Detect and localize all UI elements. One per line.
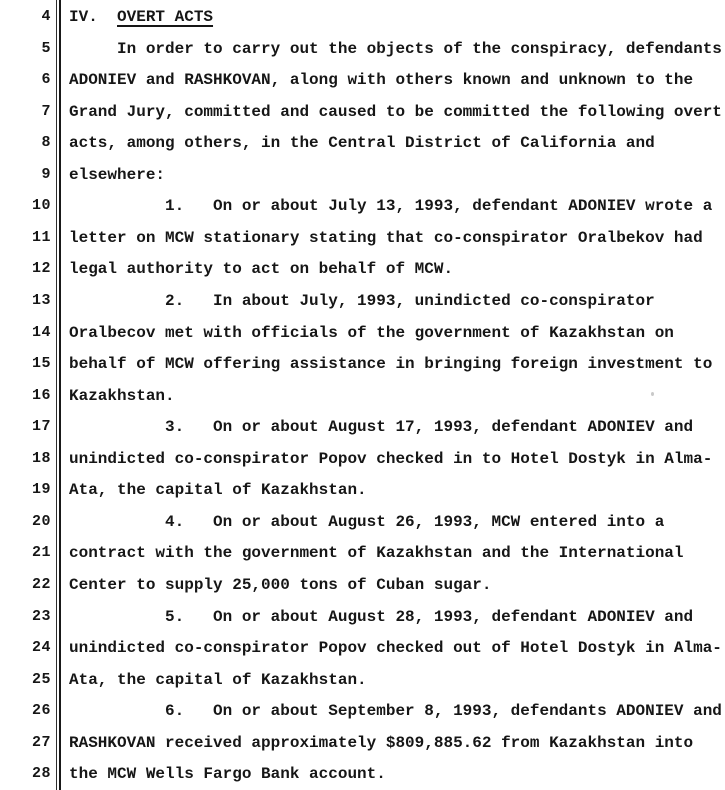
scan-artifact-speck bbox=[651, 392, 654, 396]
document-line bbox=[0, 416, 725, 440]
line-text: 3. On or about August 17, 1993, defendant ADONIEV and bbox=[69, 418, 694, 437]
line-text: 1. On or about July 13, 1993, defendant ADONIEV wrote a bbox=[69, 197, 713, 216]
line-text: ADONIEV and RASHKOVAN, along with others known and unknown to the bbox=[69, 71, 694, 90]
line-number: 19 bbox=[31, 481, 51, 499]
line-number: 9 bbox=[41, 165, 51, 183]
line-number: 21 bbox=[31, 544, 51, 562]
line-text: Ata, the capital of Kazakhstan. bbox=[69, 481, 367, 500]
line-number: 10 bbox=[31, 197, 51, 215]
document-line bbox=[0, 164, 725, 188]
line-number: 14 bbox=[31, 323, 51, 341]
line-number: 4 bbox=[41, 8, 51, 25]
line-number: 16 bbox=[31, 386, 51, 404]
document-line bbox=[0, 479, 725, 503]
line-number: 26 bbox=[31, 702, 51, 720]
line-text: unindicted co-conspirator Popov checked in to Hotel Dostyk in Alma- bbox=[69, 449, 713, 468]
document-line bbox=[0, 637, 725, 661]
document-line bbox=[0, 763, 725, 787]
line-text: 4. On or about August 26, 1993, MCW entered into a bbox=[69, 512, 665, 531]
line-text: Kazakhstan. bbox=[69, 386, 175, 405]
line-number: 17 bbox=[31, 418, 51, 436]
line-text: Ata, the capital of Kazakhstan. bbox=[69, 670, 367, 689]
document-line bbox=[0, 69, 725, 93]
section-heading-title: OVERT ACTS bbox=[117, 8, 214, 26]
document-line bbox=[0, 448, 725, 472]
line-text: Center to supply 25,000 tons of Cuban sugar. bbox=[69, 575, 492, 594]
line-text: 5. On or about August 28, 1993, defendant ADONIEV and bbox=[69, 607, 694, 626]
line-text: letter on MCW stationary stating that co-conspirator Oralbekov had bbox=[69, 228, 703, 247]
line-text: Oralbecov met with officials of the government of Kazakhstan on bbox=[69, 323, 674, 342]
line-text: acts, among others, in the Central District of California and bbox=[69, 134, 655, 153]
document-line bbox=[0, 195, 725, 219]
line-text: 6. On or about September 8, 1993, defendants ADONIEV and bbox=[69, 702, 722, 721]
document-line bbox=[0, 322, 725, 346]
line-text: unindicted co-conspirator Popov checked out of Hotel Dostyk in Alma- bbox=[69, 639, 722, 657]
line-number: 22 bbox=[31, 575, 51, 593]
line-number: 27 bbox=[31, 733, 51, 751]
line-number: 11 bbox=[31, 228, 51, 246]
document-line bbox=[0, 38, 725, 62]
section-heading bbox=[69, 6, 213, 28]
line-number: 12 bbox=[31, 260, 51, 278]
document-line bbox=[0, 732, 725, 756]
document-line bbox=[0, 227, 725, 251]
line-text: In order to carry out the objects of the conspiracy, defendants bbox=[69, 39, 722, 58]
line-text: contract with the government of Kazakhstan and the International bbox=[69, 544, 684, 563]
line-number: 8 bbox=[41, 134, 51, 152]
document-line bbox=[0, 385, 725, 409]
line-number: 6 bbox=[41, 71, 51, 89]
document-line bbox=[0, 606, 725, 630]
line-number: 23 bbox=[31, 607, 51, 625]
document-line bbox=[0, 574, 725, 598]
document-line bbox=[0, 101, 725, 125]
line-text: behalf of MCW offering assistance in bringing foreign investment to bbox=[69, 355, 713, 374]
line-text: legal authority to act on behalf of MCW. bbox=[69, 260, 454, 279]
document-line bbox=[0, 258, 725, 282]
document-line bbox=[0, 700, 725, 724]
line-number: 18 bbox=[31, 449, 51, 467]
line-number: 20 bbox=[31, 512, 51, 530]
line-text: RASHKOVAN received approximately $809,885.62 from Kazakhstan into bbox=[69, 733, 694, 752]
document-line bbox=[0, 290, 725, 314]
document-line bbox=[0, 511, 725, 535]
section-heading-numeral: IV. bbox=[69, 8, 118, 26]
document-line bbox=[0, 132, 725, 156]
line-text: elsewhere: bbox=[69, 165, 166, 184]
document-line-heading bbox=[0, 6, 725, 30]
line-number: 25 bbox=[31, 670, 51, 688]
line-number: 13 bbox=[31, 292, 51, 309]
document-line bbox=[0, 542, 725, 566]
line-number: 7 bbox=[41, 102, 51, 120]
line-number: 5 bbox=[41, 39, 51, 57]
line-text: 2. In about July, 1993, unindicted co-conspirator bbox=[69, 292, 655, 310]
line-number: 28 bbox=[31, 765, 51, 783]
document-line bbox=[0, 353, 725, 377]
line-text: the MCW Wells Fargo Bank account. bbox=[69, 765, 386, 784]
line-number: 15 bbox=[31, 355, 51, 373]
line-number: 24 bbox=[31, 639, 51, 656]
line-text: Grand Jury, committed and caused to be committed the following overt bbox=[69, 102, 722, 121]
document-line bbox=[0, 669, 725, 693]
